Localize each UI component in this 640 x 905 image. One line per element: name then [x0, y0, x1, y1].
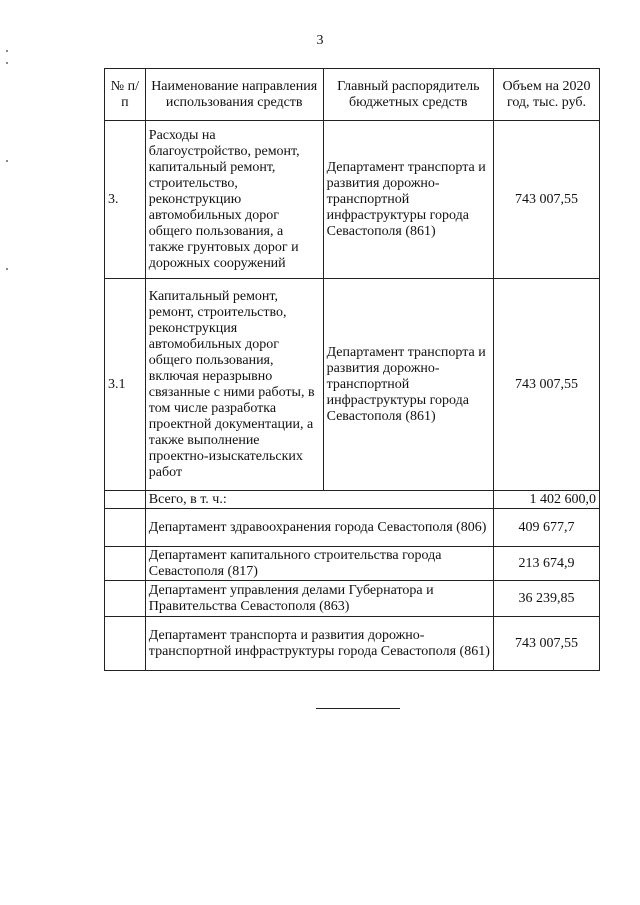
breakdown-name: Департамент транспорта и развития дорожно-транспортной инфраструктуры города Севастополя (861): [145, 617, 493, 671]
breakdown-empty-cell: [105, 547, 146, 581]
row-num: 3.1: [105, 279, 146, 491]
table-header-row: [105, 69, 600, 121]
breakdown-name: Департамент управления делами Губернатора и Правительства Севастополя (863): [145, 581, 493, 617]
row-num: 3.: [105, 121, 146, 279]
total-label: Всего, в т. ч.:: [145, 491, 493, 509]
breakdown-empty-cell: [105, 617, 146, 671]
scan-margin-mark: [6, 62, 8, 64]
row-manager: Департамент транспорта и развития дорожно-транспортной инфраструктуры города Севастополя (861): [323, 121, 493, 279]
row-direction: Расходы на благоустройство, ремонт, капитальный ремонт, строительство, реконструкцию автомобильных дорог общего пользования, а также грунтовых дорог и дорожных сооружений: [145, 121, 323, 279]
breakdown-name: Департамент капитального строительства города Севастополя (817): [145, 547, 493, 581]
scan-margin-mark: [6, 160, 8, 162]
breakdown-volume: 36 239,85: [494, 581, 600, 617]
breakdown-row: [105, 509, 600, 547]
row-manager: Департамент транспорта и развития дорожно-транспортной инфраструктуры города Севастополя (861): [323, 279, 493, 491]
breakdown-row: [105, 547, 600, 581]
scan-margin-mark: [6, 268, 8, 270]
total-empty-cell: [105, 491, 146, 509]
closing-line: [316, 708, 400, 709]
header-manager: Главный распорядитель бюджетных средств: [323, 69, 493, 121]
row-volume: 743 007,55: [494, 121, 600, 279]
table-row: [105, 121, 600, 279]
header-direction: Наименование направления использования средств: [145, 69, 323, 121]
breakdown-empty-cell: [105, 581, 146, 617]
row-direction: Капитальный ремонт, ремонт, строительство, реконструкция автомобильных дорог общего пользования, включая неразрывно связанные с ними работы, в том числе разработка проектной документации, а также выполнение проектно-изыскательских работ: [145, 279, 323, 491]
page-number: 3: [316, 33, 324, 48]
breakdown-volume: 409 677,7: [494, 509, 600, 547]
breakdown-row: [105, 581, 600, 617]
breakdown-name: Департамент здравоохранения города Севастополя (806): [145, 509, 493, 547]
breakdown-volume: 743 007,55: [494, 617, 600, 671]
breakdown-row: [105, 617, 600, 671]
header-num: № п/п: [105, 69, 146, 121]
scan-margin-mark: [6, 50, 8, 52]
header-volume: Объем на 2020 год, тыс. руб.: [494, 69, 600, 121]
table-row: [105, 279, 600, 491]
breakdown-volume: 213 674,9: [494, 547, 600, 581]
budget-table: [104, 68, 600, 671]
breakdown-empty-cell: [105, 509, 146, 547]
row-volume: 743 007,55: [494, 279, 600, 491]
total-row: [105, 491, 600, 509]
total-volume: 1 402 600,0: [494, 491, 600, 509]
